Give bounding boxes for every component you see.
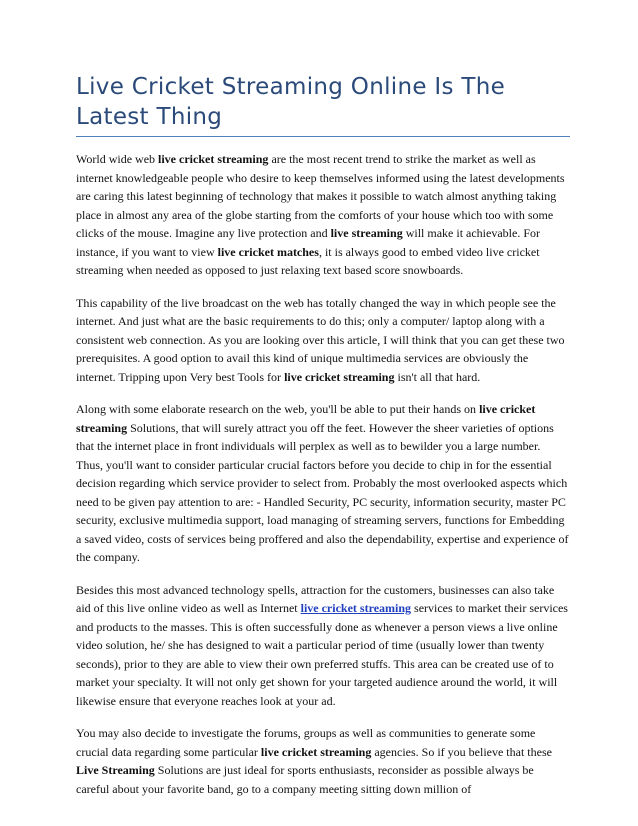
bold-keyword: live cricket streaming: [284, 369, 395, 384]
bold-keyword: live cricket streaming: [76, 402, 536, 435]
document-title: Live Cricket Streaming Online Is The Latest Thing: [76, 72, 570, 137]
text-run: Along with some elaborate research on the web, you'll be able to put their hands on: [76, 402, 480, 416]
paragraph-1: [76, 150, 570, 280]
text-run: are the most recent trend to strike the market as well as internet knowledgeable people who desire to keep themselves informed using the latest developments are caring this latest beginning of technology that makes it possible to watch almost anything taking place in almost any area of the globe starting from the comforts of your house which too with some clicks of the mouse. Imagine any live protection and: [76, 152, 565, 240]
text-run: This capability of the live broadcast on the web has totally changed the way in which people see the internet. And just what are the basic requirements to do this; only a computer/ laptop along with a consistent web connection. As you are looking over this article, I will think that you can get these two prerequisites. A good option to avail this kind of unique multimedia services are obviously the internet. Tripping upon Very best Tools for: [76, 295, 565, 384]
paragraph-2: [76, 294, 570, 387]
document-page: [76, 72, 570, 812]
keyword-link[interactable]: live cricket streaming: [300, 601, 412, 615]
text-run: will make it achievable. For instance, if you want to view: [76, 226, 540, 259]
text-run: Besides this most advanced technology spells, attraction for the customers, businesses can also take aid of this live online video as well as Internet: [76, 582, 555, 615]
text-run: Solutions are just ideal for sports enthusiasts, reconsider as possible always be careful about your favorite band, go to a company meeting sitting down million of: [76, 763, 534, 796]
bold-keyword: Live Streaming: [76, 763, 155, 777]
paragraph-5: [76, 724, 570, 798]
bold-keyword: live cricket streaming: [260, 744, 372, 759]
text-run: services to market their services and products to the masses. This is often successfully done as whenever a person views a live online video solution, he/ she has designed to wait a particular period of time (usually lower than twenty seconds), prior to they are able to view their own preferred stuffs. This area can be created use of to market your specialty. It will not only get shown for your targeted audience around the world, it will likewise ensure that everyone reaches look at your ad.: [76, 601, 568, 708]
text-run: World wide web: [76, 152, 159, 166]
document-body: [76, 150, 570, 798]
text-run: , it is always good to embed video live cricket streaming when needed as opposed to just relaxing text based score snowboards.: [76, 244, 540, 277]
text-run: Solutions, that will surely attract you off the feet. However the sheer varieties of options that the internet place in front individuals will perplex as well as to bewilder you a large number. Thus, you'll want to consider particular crucial factors before you decide to chip in for the essential decision regarding which service provider to select from. Probably the most overlooked aspects which need to be given pay attention to are: - Handled Security, PC security, information security, master PC security, exclusive multimedia support, load managing of streaming servers, functions for Embedding a saved video, costs of services being proffered and also the dependability, expertise and experience of the company.: [76, 420, 569, 564]
text-run: isn't all that hard.: [394, 369, 481, 384]
bold-keyword: live streaming: [330, 226, 403, 240]
paragraph-3: [76, 400, 570, 567]
bold-keyword: live cricket streaming: [158, 152, 269, 166]
bold-keyword: live cricket matches: [217, 244, 319, 259]
paragraph-4: [76, 581, 570, 711]
text-run: agencies. So if you believe that these: [371, 744, 552, 759]
text-run: You may also decide to investigate the forums, groups as well as communities to generate some crucial data regarding some particular: [76, 726, 536, 759]
